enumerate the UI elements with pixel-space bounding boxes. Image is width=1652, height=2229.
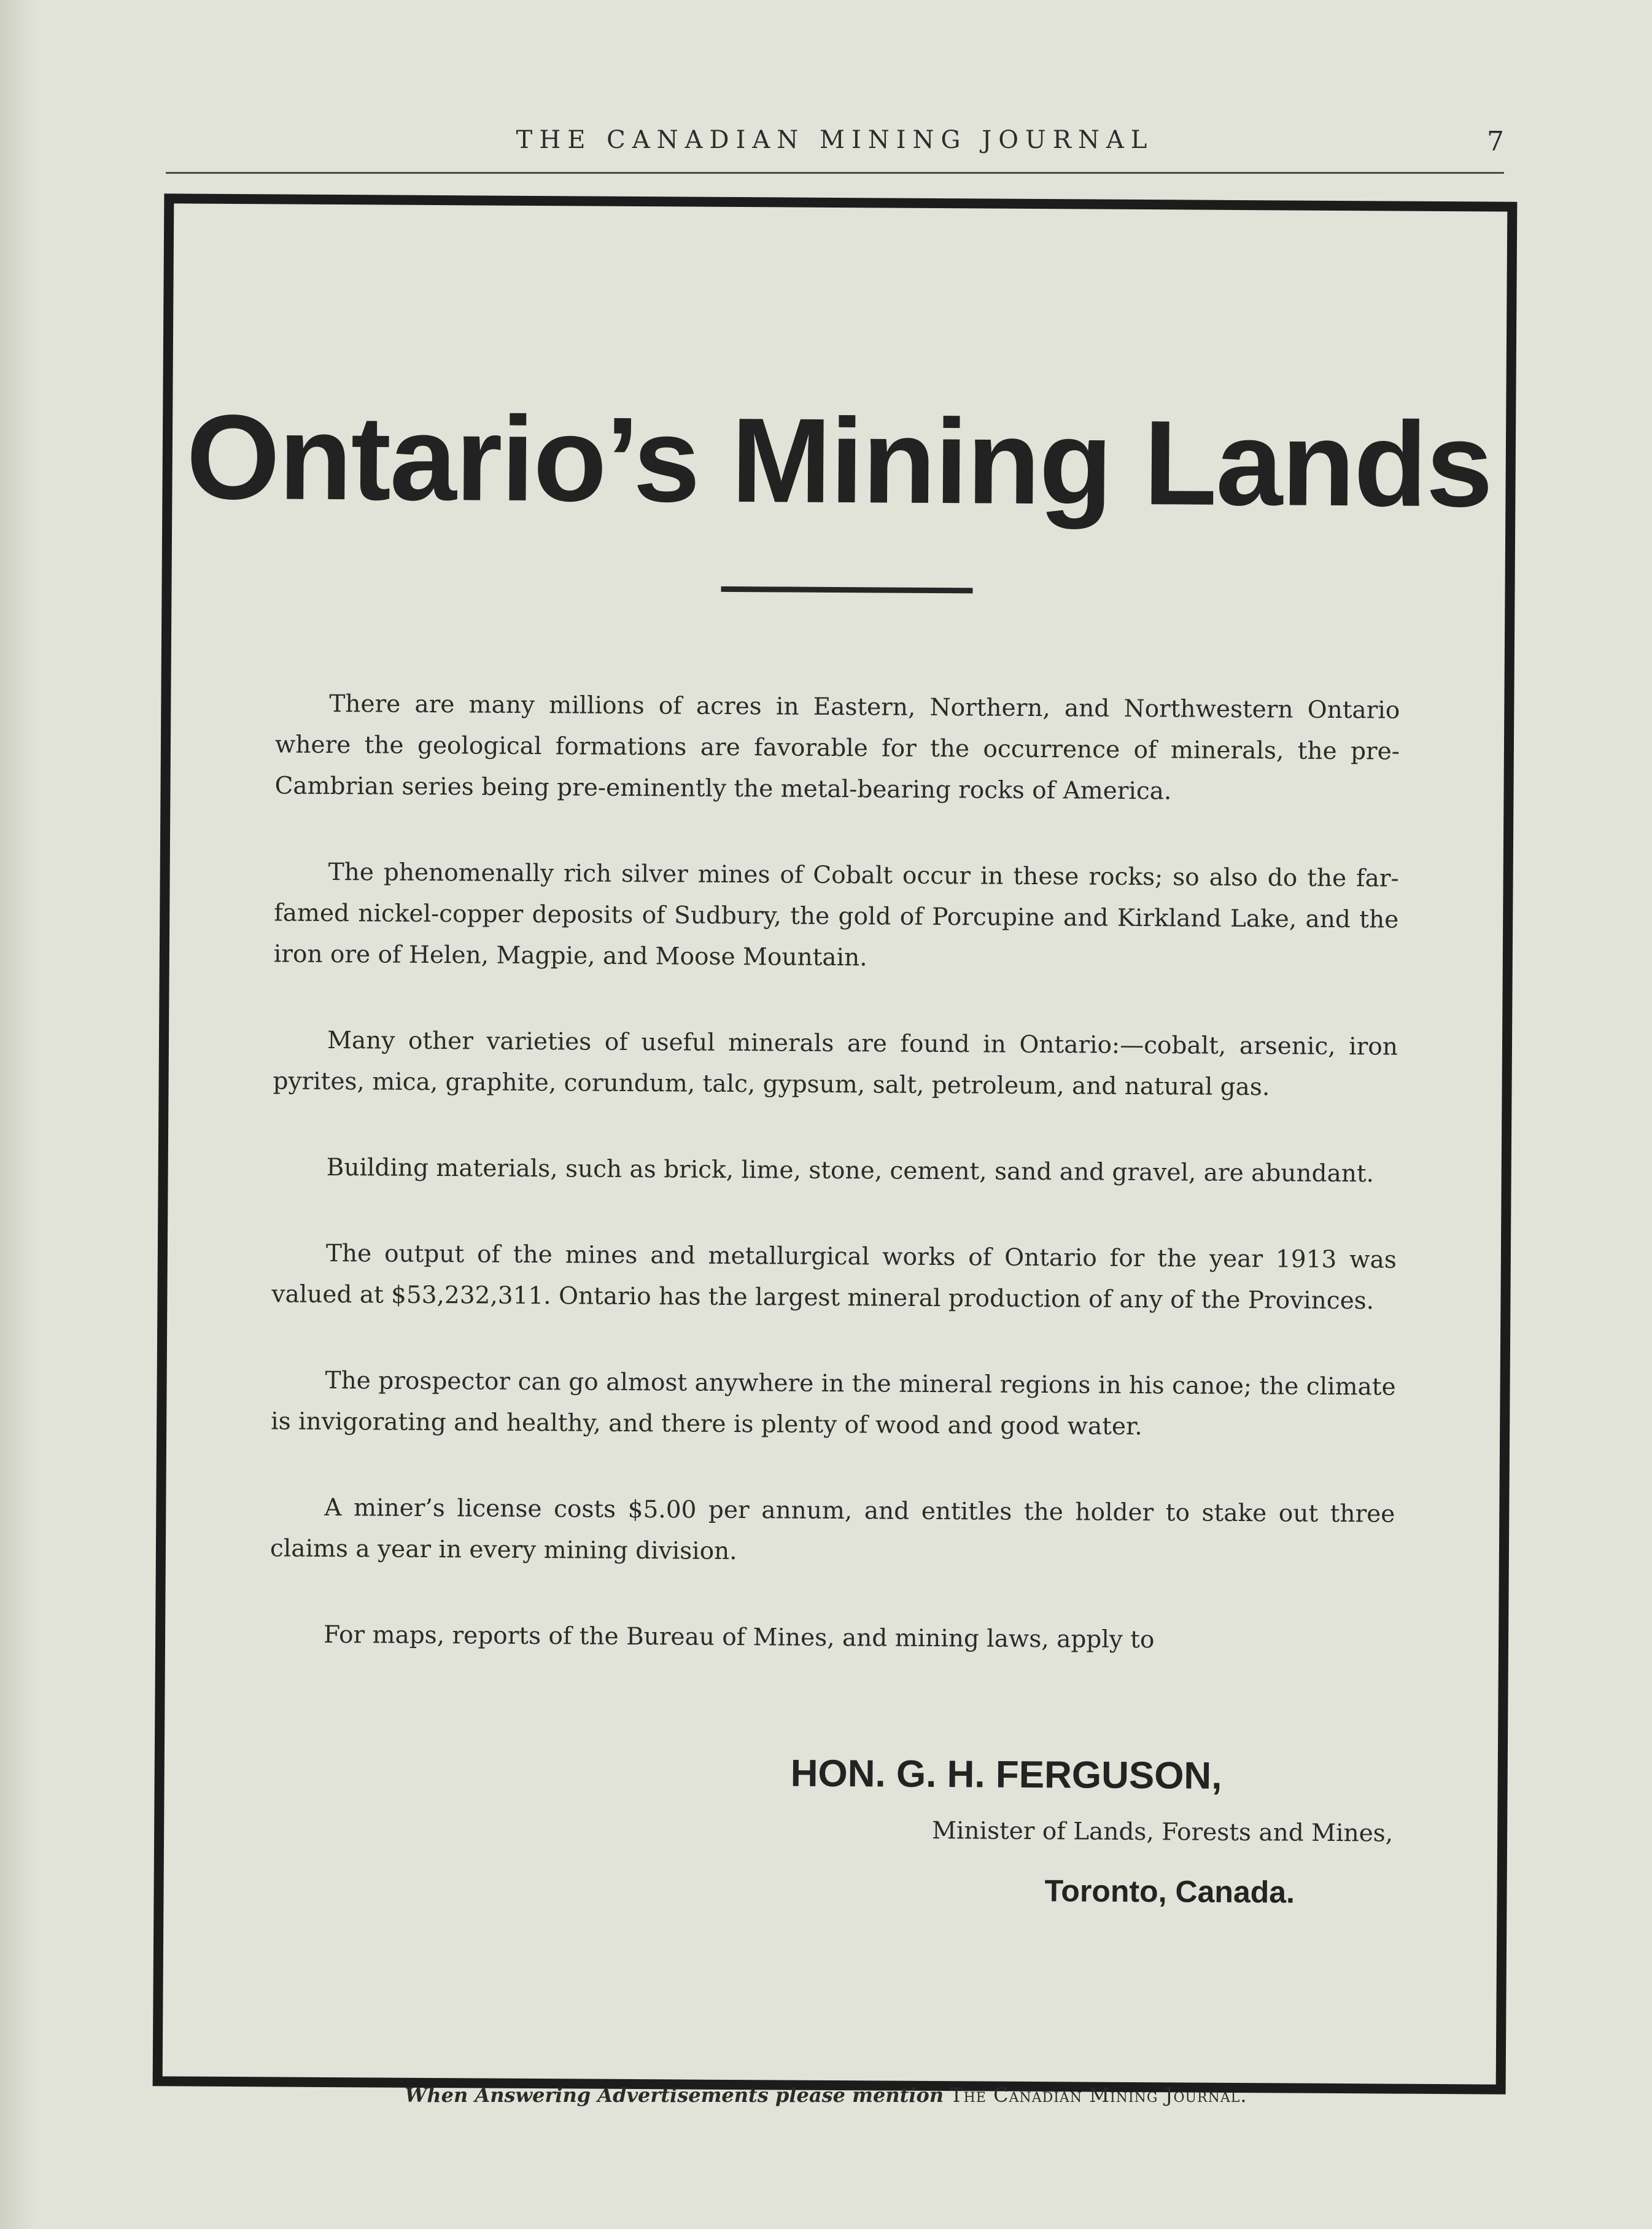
paragraph-acreage: There are many millions of acres in Eastern, Northern, and Northwestern Ontario where the geological formations are favorable for the occurrence of minerals, the pre-Cambrian series being pre-eminently the metal-bearing rocks of America.: [274, 690, 1400, 806]
advertisement-body: [269, 683, 1400, 1706]
footer-journal-name: The Canadian Mining Journal.: [950, 2083, 1247, 2107]
signer-title: Minister of Lands, Forests and Mines,: [931, 1816, 1394, 1848]
signer-location: Toronto, Canada.: [1044, 1873, 1295, 1910]
paragraph-building-materials: Building materials, such as brick, lime, stone, cement, sand and gravel, are abundant.: [326, 1153, 1375, 1188]
footer-mention-text: When Answering Advertisements please mention: [405, 2083, 944, 2107]
paragraph-minerals: Many other varieties of useful minerals are found in Ontario:—cobalt, arsenic, iron pyrites, mica, graphite, corundum, talc, gypsum, salt, petroleum, and natural gas.: [273, 1026, 1398, 1102]
paragraph-mines: The phenomenally rich silver mines of Cobalt occur in these rocks; so also do the far-famed nickel-copper deposits of Sudbury, the gold of Porcupine and Kirkland Lake, and the iron ore of Helen, Magpie, and Moose Mountain.: [273, 858, 1399, 972]
title-divider: [721, 586, 972, 594]
page-edge-shadow: [0, 0, 37, 2229]
paragraph-apply: For maps, reports of the Bureau of Mines, and mining laws, apply to: [323, 1620, 1155, 1654]
advertisement-frame: [153, 193, 1518, 2094]
journal-name: THE CANADIAN MINING JOURNAL: [516, 126, 1154, 154]
paragraph-license: A miner’s license costs $5.00 per annum, and entitles the holder to stake out three claims a year in every mining division.: [270, 1493, 1395, 1566]
signer-name: HON. G. H. FERGUSON,: [790, 1752, 1222, 1797]
running-head: [166, 107, 1504, 174]
advertisement-title: Ontario’s Mining Lands: [185, 389, 1492, 532]
paragraph-output: The output of the mines and metallurgical works of Ontario for the year 1913 was valued at $53,232,311. Ontario has the largest mineral production of any of the Provinces.: [271, 1239, 1397, 1315]
paragraph-prospector: The prospector can go almost anywhere in the mineral regions in his canoe; the climate is invigorating and healthy, and there is plenty of wood and good water.: [271, 1366, 1396, 1441]
footer-note: [0, 2083, 1652, 2107]
page-number: 7: [1487, 126, 1504, 157]
